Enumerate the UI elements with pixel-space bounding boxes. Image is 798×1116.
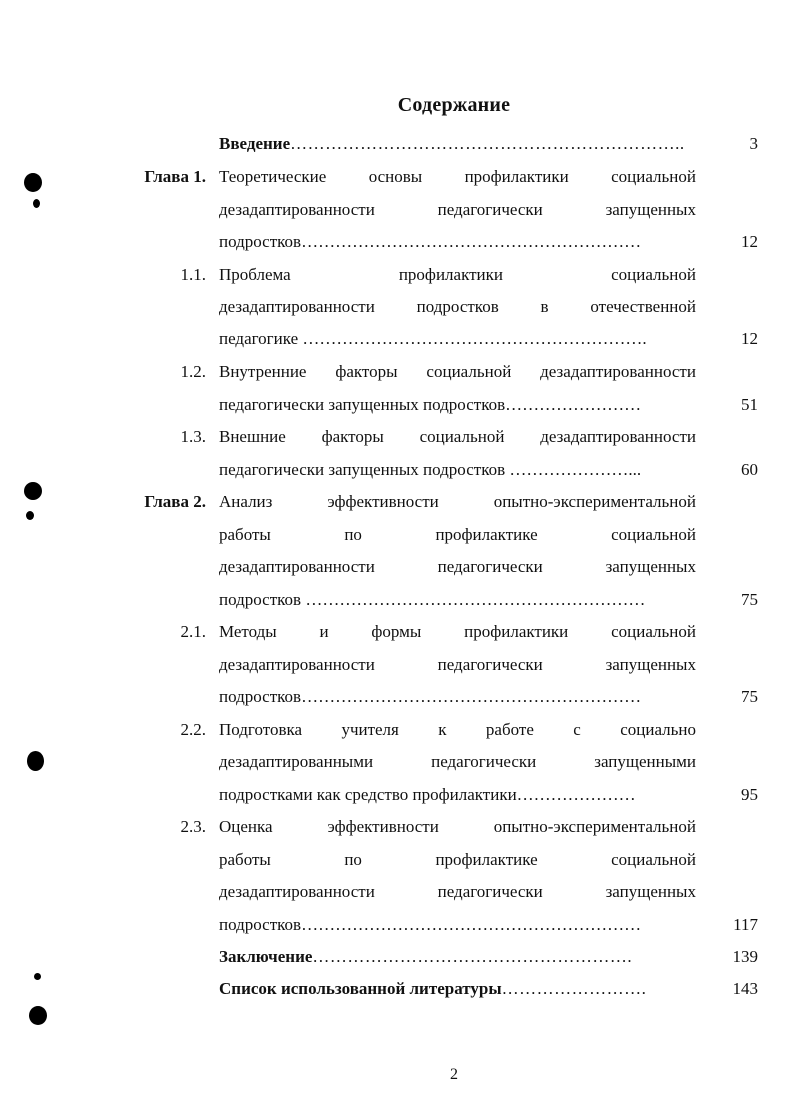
toc-s12-last: педагогически запущенных подростков…………………… bbox=[219, 395, 642, 414]
word: профилактики bbox=[464, 622, 569, 641]
word: работы bbox=[219, 525, 271, 544]
toc-ch1-last: подростков…………………………………………………… bbox=[219, 232, 642, 251]
word: дезадаптированности bbox=[540, 362, 696, 381]
toc-s11-page: 12 bbox=[741, 329, 758, 348]
toc-entry-conclusion bbox=[219, 946, 696, 968]
word: дезадаптированности bbox=[219, 557, 375, 576]
toc-s11-line2 bbox=[219, 296, 696, 318]
word: отечественной bbox=[590, 297, 696, 316]
toc-s22-last: подростками как средство профилактики………………… bbox=[219, 785, 636, 804]
word: формы bbox=[371, 622, 422, 641]
word: Внешние bbox=[219, 427, 286, 446]
toc-s21-label: 2.1. bbox=[180, 622, 206, 641]
word: дезадаптированности bbox=[219, 297, 375, 316]
word: профилактике bbox=[435, 850, 538, 869]
toc-ch1-page: 12 bbox=[741, 232, 758, 251]
word: социальной bbox=[611, 850, 696, 869]
toc-s12-page: 51 bbox=[741, 395, 758, 414]
word: социально bbox=[620, 720, 696, 739]
toc-s13-label: 1.3. bbox=[180, 427, 206, 446]
word: факторы bbox=[321, 427, 384, 446]
toc-s23-line3 bbox=[219, 881, 696, 903]
word: Проблема bbox=[219, 265, 291, 284]
toc-s11-last: педагогике ……………………………………………………. bbox=[219, 329, 647, 348]
word: профилактики bbox=[464, 167, 569, 186]
word: запущенными bbox=[594, 752, 696, 771]
word: в bbox=[540, 297, 549, 316]
toc-conclusion-leader: ………………………………………………. bbox=[312, 947, 633, 966]
scan-speck bbox=[33, 199, 40, 208]
toc-ch2-last: подростков …………………………………………………… bbox=[219, 590, 646, 609]
word: педагогически bbox=[437, 882, 543, 901]
toc-conclusion-page: 139 bbox=[732, 947, 758, 966]
toc-ch1-line1 bbox=[219, 166, 696, 188]
word: педагогически bbox=[437, 200, 543, 219]
word: профилактики bbox=[398, 265, 503, 284]
page-number: 2 bbox=[450, 1066, 458, 1083]
punch-hole bbox=[29, 1006, 47, 1025]
toc-s13-last: педагогически запущенных подростков …………………... bbox=[219, 460, 642, 479]
word: социальной bbox=[611, 622, 696, 641]
word: социальной bbox=[611, 167, 696, 186]
toc-references-page: 143 bbox=[732, 979, 758, 998]
scan-speck bbox=[26, 511, 34, 520]
word: дезадаптированности bbox=[219, 655, 375, 674]
punch-hole bbox=[27, 751, 44, 771]
word: работы bbox=[219, 850, 271, 869]
word: педагогически bbox=[431, 752, 537, 771]
toc-intro-leader: ………………………………………………………….. bbox=[290, 134, 685, 153]
word: Методы bbox=[219, 622, 277, 641]
punch-hole bbox=[24, 482, 42, 500]
toc-s11-line1 bbox=[219, 264, 696, 286]
toc-ch1-label: Глава 1. bbox=[144, 167, 206, 186]
word: по bbox=[344, 850, 362, 869]
toc-s21-line2 bbox=[219, 654, 696, 676]
word: Оценка bbox=[219, 817, 273, 836]
word: Теоретические bbox=[219, 167, 327, 186]
word: запущенных bbox=[605, 557, 696, 576]
word: эффективности bbox=[327, 817, 439, 836]
toc-entry-references bbox=[219, 978, 696, 1000]
word: Внутренние bbox=[219, 362, 307, 381]
word: социальной bbox=[419, 427, 505, 446]
word: запущенных bbox=[605, 882, 696, 901]
word: педагогически bbox=[437, 655, 543, 674]
word: дезадаптированными bbox=[219, 752, 374, 771]
word: педагогически bbox=[437, 557, 543, 576]
toc-ch2-line3 bbox=[219, 556, 696, 578]
toc-s23-line1 bbox=[219, 816, 696, 838]
word: опытно-экспериментальной bbox=[493, 492, 696, 511]
toc-s12-line1 bbox=[219, 361, 696, 383]
word: запущенных bbox=[605, 200, 696, 219]
toc-ch2-page: 75 bbox=[741, 590, 758, 609]
word: Анализ bbox=[219, 492, 273, 511]
punch-hole bbox=[24, 173, 42, 192]
toc-references-title: Список использованной литературы bbox=[219, 979, 502, 998]
word: социальной bbox=[611, 265, 696, 284]
toc-s12-label: 1.2. bbox=[180, 362, 206, 381]
toc-intro-page: 3 bbox=[749, 134, 758, 153]
word: работе bbox=[485, 720, 534, 739]
scan-speck bbox=[34, 973, 41, 980]
word: дезадаптированности bbox=[219, 200, 375, 219]
word: подростков bbox=[416, 297, 499, 316]
word: и bbox=[319, 622, 329, 641]
word: запущенных bbox=[605, 655, 696, 674]
toc-entry-intro bbox=[219, 133, 696, 155]
word: дезадаптированности bbox=[540, 427, 696, 446]
toc-s22-label: 2.2. bbox=[180, 720, 206, 739]
toc-conclusion-title: Заключение bbox=[219, 947, 313, 966]
word: профилактике bbox=[435, 525, 538, 544]
toc-s13-page: 60 bbox=[741, 460, 758, 479]
toc-s22-line2 bbox=[219, 751, 696, 773]
toc-s21-last: подростков…………………………………………………… bbox=[219, 687, 642, 706]
toc-intro-title: Введение bbox=[219, 134, 291, 153]
toc-s22-line1 bbox=[219, 719, 696, 741]
word: учителя bbox=[341, 720, 399, 739]
word: Подготовка bbox=[219, 720, 303, 739]
toc-ch2-line2 bbox=[219, 524, 696, 546]
toc-s23-label: 2.3. bbox=[180, 817, 206, 836]
word: факторы bbox=[335, 362, 398, 381]
toc-ch2-label: Глава 2. bbox=[144, 492, 206, 511]
toc-s13-line1 bbox=[219, 426, 696, 448]
word: основы bbox=[368, 167, 423, 186]
toc-ch1-line2 bbox=[219, 199, 696, 221]
word: с bbox=[573, 720, 581, 739]
toc-s11-label: 1.1. bbox=[180, 265, 206, 284]
page-title: Содержание bbox=[397, 94, 511, 116]
word: к bbox=[438, 720, 447, 739]
toc-s23-line2 bbox=[219, 849, 696, 871]
word: опытно-экспериментальной bbox=[493, 817, 696, 836]
toc-s21-page: 75 bbox=[741, 687, 758, 706]
toc-s21-line1 bbox=[219, 621, 696, 643]
word: социальной bbox=[426, 362, 512, 381]
word: эффективности bbox=[327, 492, 439, 511]
toc-s23-last: подростков…………………………………………………… bbox=[219, 915, 642, 934]
toc-s22-page: 95 bbox=[741, 785, 758, 804]
word: дезадаптированности bbox=[219, 882, 375, 901]
word: по bbox=[344, 525, 362, 544]
word: социальной bbox=[611, 525, 696, 544]
toc-s23-page: 117 bbox=[733, 915, 758, 934]
toc-ch2-line1 bbox=[219, 491, 696, 513]
toc-references-leader: ……………………. bbox=[501, 979, 647, 998]
